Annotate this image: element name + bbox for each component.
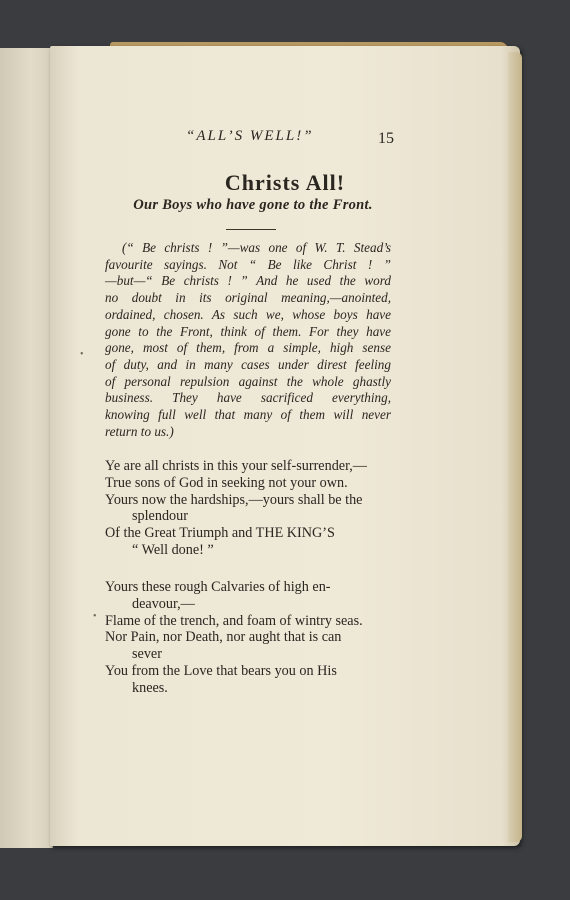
poem-subtitle: Our Boys who have gone to the Front. <box>133 197 373 213</box>
intro-line: favourite sayings. Not “ Be like Christ ! ” <box>105 256 391 272</box>
intro-paragraph <box>105 240 391 440</box>
stanza-2 <box>105 579 395 697</box>
book-page <box>50 46 520 846</box>
verse-line: True sons of God in seeking not your own. <box>105 474 348 491</box>
intro-line: return to us.) <box>105 423 174 439</box>
verse-line: Nor Pain, nor Death, nor aught that is can <box>105 629 342 646</box>
verse-line: “ Well done! ” <box>132 541 214 558</box>
stanza-1 <box>105 458 395 559</box>
title-rule <box>226 229 276 230</box>
verse-line: Yours now the hardships,—yours shall be the <box>105 491 363 508</box>
intro-line: no doubt in its original meaning,—anointed, <box>105 290 391 306</box>
verse-line: Ye are all christs in this your self-surrender,— <box>105 458 367 474</box>
intro-line: gone to the Front, think of them. For they have <box>105 323 391 339</box>
verse-line: sever <box>132 646 162 663</box>
intro-line: of duty, and in many cases under direst feeling <box>105 356 391 372</box>
verse-line: deavour,— <box>132 595 195 612</box>
intro-line: knowing full well that many of them will never <box>105 407 391 423</box>
verse-line: Of the Great Triumph and THE KING’S <box>105 525 335 542</box>
verse-line: Yours these rough Calvaries of high en- <box>105 579 331 595</box>
facing-page-edge <box>0 48 53 848</box>
verse-line: You from the Love that bears you on His <box>105 662 337 679</box>
verse-line: knees. <box>132 679 168 696</box>
verse-line: Flame of the trench, and foam of wintry seas. <box>105 612 363 629</box>
intro-line: of personal repulsion against the whole ghastly <box>105 373 391 389</box>
margin-mark: • <box>80 349 84 360</box>
poem-title: Christs All! <box>224 170 346 195</box>
running-head: “ALL’S WELL!” <box>186 128 314 144</box>
page-number: 15 <box>378 130 394 147</box>
intro-line: gone, most of them, from a simple, high sense <box>105 340 391 356</box>
intro-line: —but—“ Be christs ! ” And he used the word <box>105 273 391 289</box>
intro-line: ordained, chosen. As such we, whose boys have <box>105 306 391 322</box>
intro-line: business. They have sacrificed everything, <box>105 390 391 406</box>
verse-line: splendour <box>132 508 188 525</box>
margin-mark: • <box>93 611 97 622</box>
intro-line: (“ Be christs ! ”—was one of W. T. Stead’s <box>122 240 391 255</box>
